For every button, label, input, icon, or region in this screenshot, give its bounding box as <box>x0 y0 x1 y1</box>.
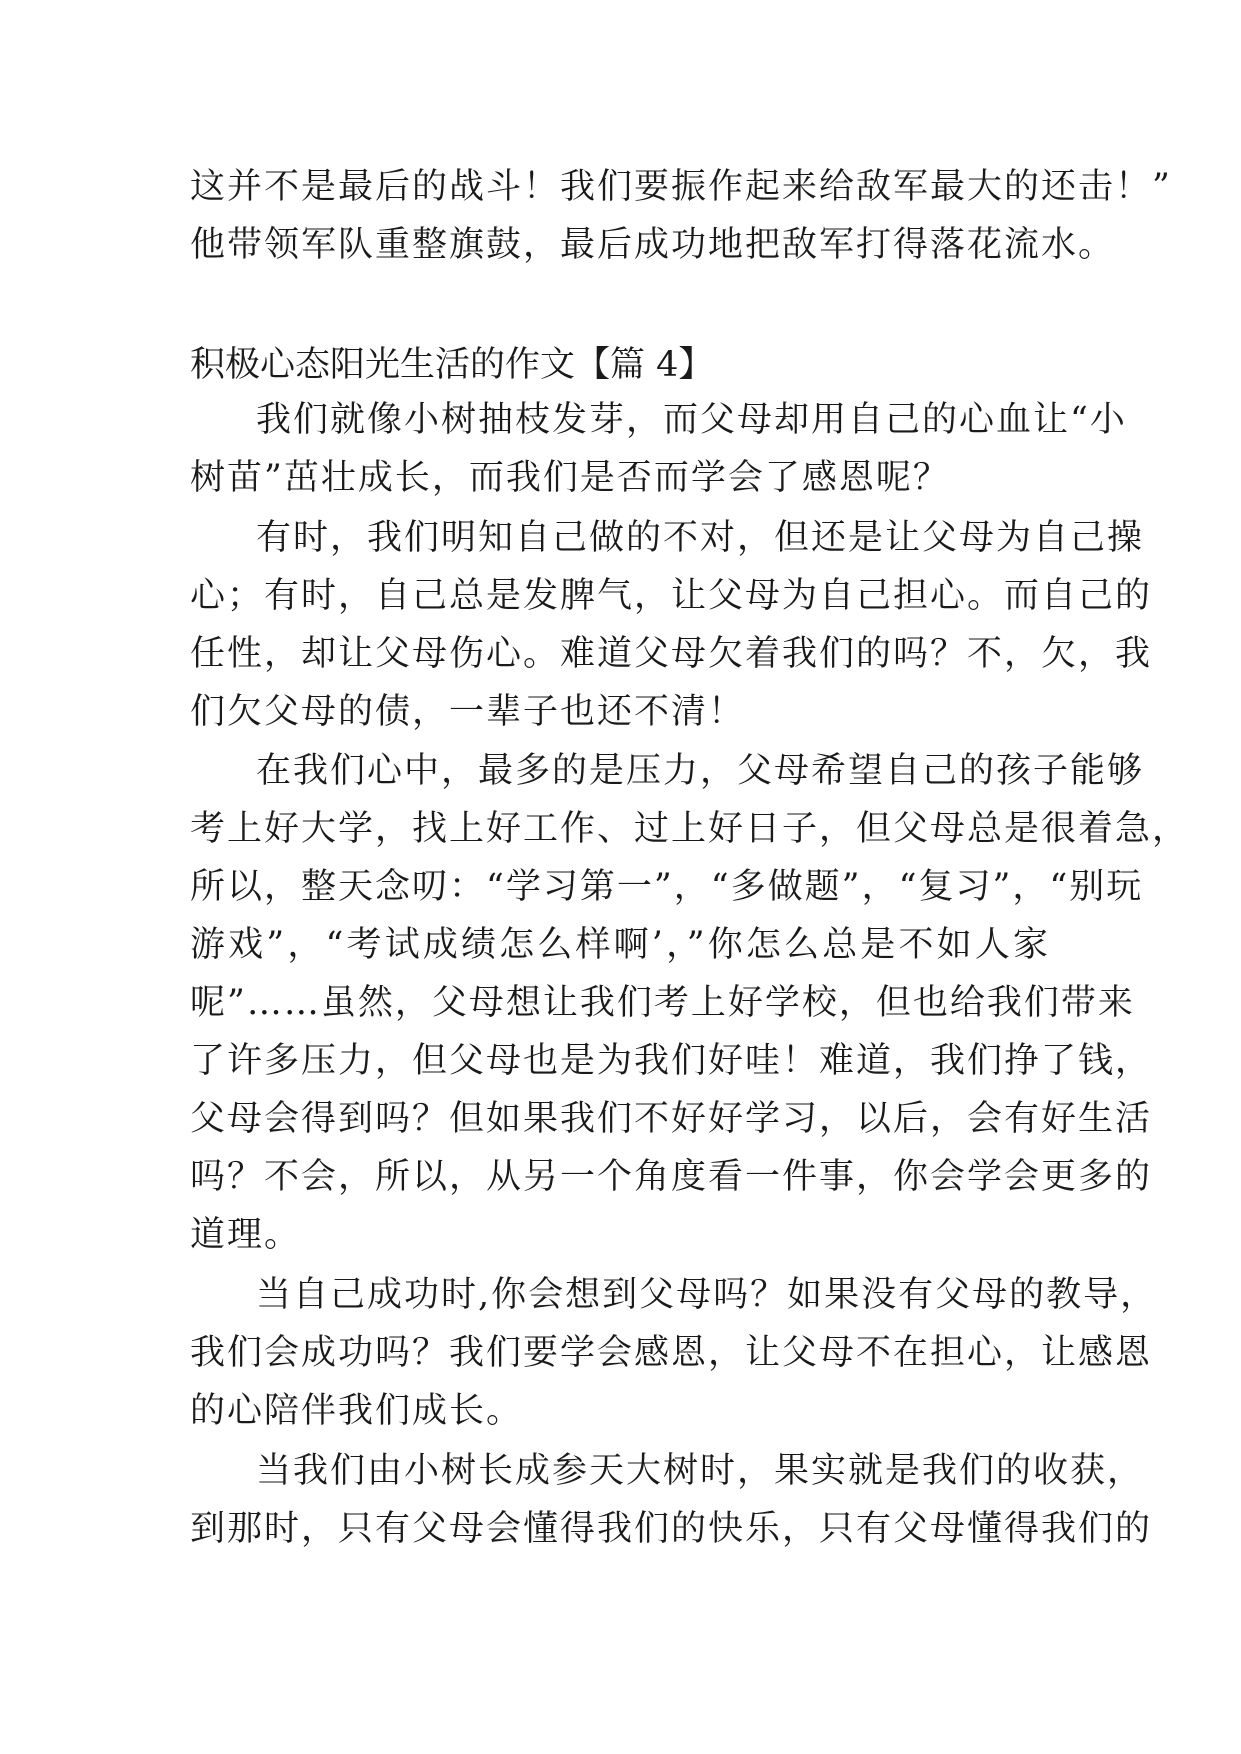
text-line: 的心陪伴我们成长。 <box>190 1391 524 1431</box>
text-line: 们欠父母的债，一辈子也还不清！ <box>190 692 746 732</box>
text-line: 到那时，只有父母会懂得我们的快乐，只有父母懂得我们的 <box>190 1509 1153 1549</box>
text-line: 吗？不会，所以，从另一个角度看一件事，你会学会更多的 <box>190 1157 1153 1197</box>
text-line: 任性，却让父母伤心。难道父母欠着我们的吗？不，欠，我 <box>190 634 1153 674</box>
text-line: 当我们由小树长成参天大树时，果实就是我们的收获， <box>256 1451 1145 1491</box>
section-heading: 积极心态阳光生活的作文【篇 4】 <box>190 345 714 385</box>
text-line: 父母会得到吗？但如果我们不好好学习，以后，会有好生活 <box>190 1099 1153 1139</box>
text-line: 这并不是最后的战斗！我们要振作起来给敌军最大的还击！” <box>190 167 1172 207</box>
text-line: 我们会成功吗？我们要学会感恩，让父母不在担心，让感恩 <box>190 1333 1153 1373</box>
text-line: 心；有时，自己总是发脾气，让父母为自己担心。而自己的 <box>190 576 1153 616</box>
text-line: 考上好大学，找上好工作、过上好日子，但父母总是很着急， <box>190 809 1190 849</box>
text-line: 游戏”，“考试成绩怎么样啊’，”你怎么总是不如人家 <box>190 925 1050 965</box>
text-line: 当自己成功时,你会想到父母吗？如果没有父母的教导， <box>256 1275 1158 1315</box>
text-line: 呢”……虽然，父母想让我们考上好学校，但也给我们带来 <box>190 983 1135 1023</box>
text-line: 我们就像小树抽枝发芽，而父母却用自己的心血让“小 <box>256 400 1127 440</box>
text-line: 他带领军队重整旗鼓，最后成功地把敌军打得落花流水。 <box>190 225 1116 265</box>
text-line: 道理。 <box>190 1215 302 1255</box>
text-line: 所以，整天念叨：“学习第一”，“多做题”，“复习”，“别玩 <box>190 867 1144 907</box>
text-line: 在我们心中，最多的是压力，父母希望自己的孩子能够 <box>256 751 1145 791</box>
text-line: 树苗”茁壮成长，而我们是否而学会了感恩呢？ <box>190 458 950 498</box>
text-line: 了许多压力，但父母也是为我们好哇！难道，我们挣了钱， <box>190 1041 1153 1081</box>
text-line: 有时，我们明知自己做的不对，但还是让父母为自己操 <box>256 518 1145 558</box>
